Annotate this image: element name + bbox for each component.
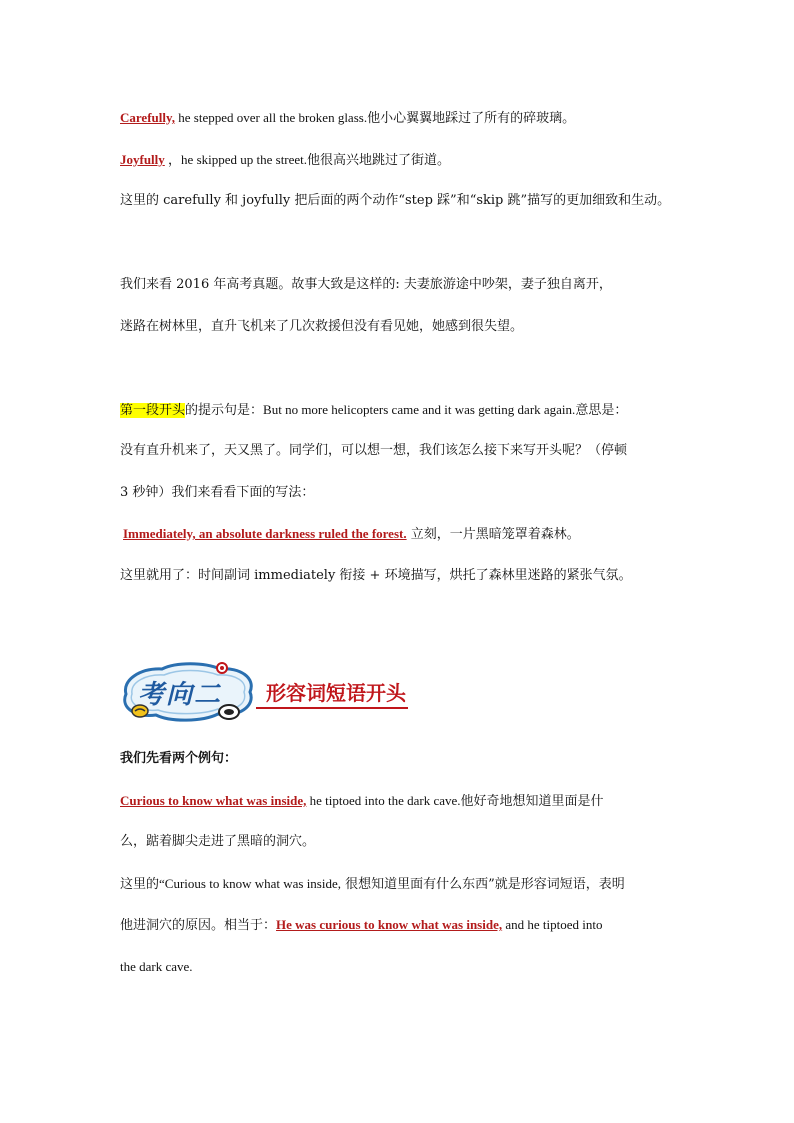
chinese-translation: 立刻，一片黑暗笼罩着森林。 (410, 527, 580, 542)
prompt-english: But no more helicopters came and it was getting dark again. (263, 402, 576, 417)
paragraph-exam-intro-line2: 迷路在树林里，直升飞机来了几次救援但没有看见她，她感到很失望。 (120, 319, 524, 334)
paragraph-examples-intro: 我们先看两个例句： (120, 751, 238, 766)
paragraph-explanation-adjective-line2 (120, 916, 684, 935)
highlight-joyfully: Joyfully (120, 152, 165, 167)
paragraph-carefully (120, 109, 684, 128)
explanation-cn: 这里的 (120, 877, 160, 892)
explanation-en: “Curious to know what was inside, (159, 876, 341, 891)
section-title: 形容词短语开头 (256, 681, 408, 709)
chinese-translation: 他小心翼翼地踩过了所有的碎玻璃。 (367, 111, 576, 126)
prompt-meaning-label: 意思是： (575, 403, 628, 418)
chinese-translation: 他好奇地想知道里面是什 (460, 794, 604, 809)
chinese-translation: 他很高兴地跳过了街道。 (307, 153, 451, 168)
explanation-cn2: 很想知道里面有什么东西”就是形容词短语，表明 (341, 877, 625, 892)
prompt-label: 的提示句是： (185, 403, 264, 418)
paragraph-exam-intro-line1: 我们来看 2016 年高考真题。故事大致是这样的: 夫妻旅游途中吵架，妻子独自离开， (120, 277, 612, 292)
highlight-curious: Curious to know what was inside, (120, 793, 307, 808)
paragraph-explanation-immediately: 这里就用了：时间副词 immediately 衔接 + 环境描写，烘托了森林里迷路的紧张气氛。 (120, 568, 632, 583)
english-sentence: he tiptoed into the dark cave. (306, 793, 461, 808)
yellow-tag: 第一段开头 (120, 403, 186, 418)
section-badge (118, 660, 258, 722)
paragraph-explanation-adjective (120, 875, 684, 894)
paragraph-immediately (120, 525, 684, 544)
equivalent-english: and he tiptoed into (502, 917, 603, 932)
paragraph-first-para-line3: 3 秒钟）我们来看看下面的写法： (120, 485, 315, 500)
equivalent-label: 他进洞穴的原因。相当于： (120, 918, 277, 933)
paragraph-joyfully (120, 151, 684, 170)
badge-text: 考向二 (138, 680, 223, 710)
paragraph-first-para-prompt (120, 401, 684, 420)
highlight-equivalent: He was curious to know what was inside, (276, 917, 503, 932)
paragraph-explanation-adverbs: 这里的 carefully 和 joyfully 把后面的两个动作“step 踩”和“skip 跳”描写的更加细致和生动。 (120, 193, 671, 208)
english-sentence: ，he skipped up the street. (164, 152, 308, 167)
english-sentence: he stepped over all the broken glass. (175, 110, 368, 125)
highlight-carefully: Carefully, (120, 110, 176, 125)
paragraph-curious (120, 792, 684, 811)
highlight-immediately: Immediately, an absolute darkness ruled the forest. (123, 526, 407, 541)
paragraph-curious-line2: 么，踮着脚尖走进了黑暗的洞穴。 (120, 834, 316, 849)
paragraph-explanation-adjective-line3: the dark cave. (120, 959, 193, 974)
paragraph-first-para-line2: 没有直升机来了，天又黑了。同学们，可以想一想，我们该怎么接下来写开头呢？（停顿 (120, 443, 628, 458)
